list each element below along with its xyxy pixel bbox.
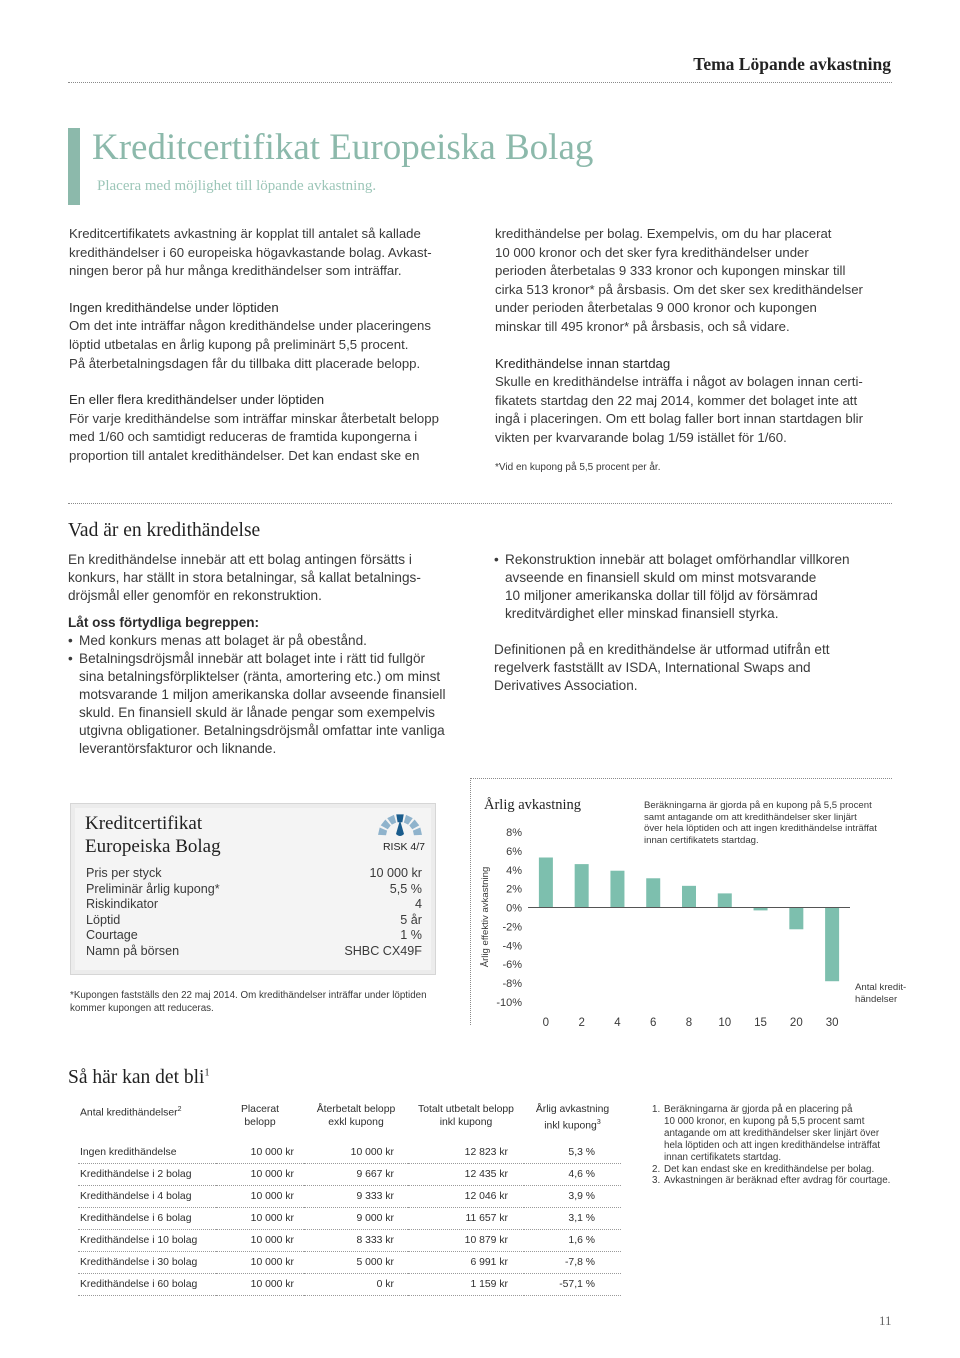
chart-bar bbox=[789, 908, 803, 930]
column-header: Placerat belopp bbox=[240, 1104, 280, 1128]
definition-paragraph: En kredithändelse innebär att ett bolag antingen försätts i konkurs, har ställt in stora betalningar, så kallat betalnings- dröjsmål eller genomför en rekonstruktion. bbox=[68, 552, 421, 603]
chart-bar bbox=[825, 908, 839, 982]
table-header-row bbox=[78, 1104, 621, 1132]
table-notes bbox=[652, 1104, 912, 1187]
intro-column-left bbox=[69, 225, 479, 466]
terms-list bbox=[68, 632, 478, 758]
table-cell: 9 000 kr bbox=[304, 1208, 408, 1230]
chart-bar bbox=[539, 858, 553, 908]
table-cell: Kredithändelse i 4 bolag bbox=[78, 1186, 216, 1208]
y-tick-label: 8% bbox=[506, 827, 522, 839]
table-cell: 5 000 kr bbox=[304, 1252, 408, 1274]
column-header: Antal kredithändelser$^2$ bbox=[80, 1106, 182, 1119]
table-cell: 10 000 kr bbox=[304, 1142, 408, 1164]
table-cell: 9 333 kr bbox=[304, 1186, 408, 1208]
scenario-table bbox=[78, 1104, 621, 1296]
chart-bar bbox=[682, 886, 696, 908]
table-cell: 1 159 kr bbox=[408, 1274, 524, 1296]
table-cell: 10 000 kr bbox=[216, 1230, 304, 1252]
risk-gauge-segment bbox=[378, 828, 387, 836]
table-row bbox=[78, 1164, 621, 1186]
table-cell: Kredithändelse i 6 bolag bbox=[78, 1208, 216, 1230]
risk-gauge-segment bbox=[387, 815, 396, 825]
page-title: Kreditcertifikat Europeiska Bolag bbox=[92, 127, 594, 168]
risk-gauge-icon bbox=[373, 812, 427, 840]
example-paragraph: kredithändelse per bolag. Exempelvis, om du har placerat 10 000 kronor och det sker fyra kredithändelser under perioden återbetalas 9 333 kronor och kupongen minskar till cirka 513 kronor* på årsbasis. Om det sker sex kredithändelser under perioden återbetalas 9 000 kronor och kupongen minskar till 495 kronor* på årsbasis, och så vidare. bbox=[495, 226, 863, 334]
table-note bbox=[652, 1164, 912, 1176]
intro-paragraph: Kreditcertifikatets avkastning är kopplat till antalet så kallade kredithändelser i 60 europeiska högavkastande bolag. Avkast- ningen beror på hur många kredithändelser som inträffar. bbox=[69, 226, 432, 279]
no-credit-event-heading: Ingen kredithändelse under löptiden bbox=[69, 299, 279, 315]
x-tick-label: 15 bbox=[754, 1017, 767, 1029]
fact-row: Riskindikator 4 bbox=[86, 897, 422, 912]
table-note bbox=[652, 1175, 912, 1187]
no-credit-event-paragraph: Om det inte inträffar någon kredithändelse under placeringens löptid utbetalas en årlig kupong på preliminärt 5,5 procent. På återbetalningsdagen får du tillbaka ditt placerade belopp. bbox=[69, 318, 431, 371]
table-cell: 9 667 kr bbox=[304, 1164, 408, 1186]
table-cell: Kredithändelse i 2 bolag bbox=[78, 1164, 216, 1186]
definition-title: Vad är en kredithändelse bbox=[68, 520, 261, 541]
y-tick-label: 4% bbox=[506, 864, 522, 877]
header-divider bbox=[68, 82, 892, 83]
table-cell: 11 657 kr bbox=[408, 1208, 524, 1230]
y-tick-label: 6% bbox=[506, 845, 522, 858]
table-cell: 0 kr bbox=[304, 1274, 408, 1296]
y-tick-label: -2% bbox=[502, 921, 522, 934]
risk-label: RISK 4/7 bbox=[382, 841, 425, 853]
table-cell: 8 333 kr bbox=[304, 1230, 408, 1252]
credit-events-paragraph: För varje kredithändelse som inträffar minskar återbetalt belopp med 1/60 och samtidigt reduceras de framtida kupongerna i proportion till antalet kredithändelser. Det kan endast ske en bbox=[69, 410, 439, 463]
y-tick-label: -4% bbox=[502, 940, 522, 953]
table-cell: 10 000 kr bbox=[216, 1186, 304, 1208]
table-cell: 3,9 % bbox=[524, 1186, 621, 1208]
x-tick-label: 6 bbox=[650, 1017, 657, 1029]
y-axis-label: Årlig effektiv avkastning bbox=[480, 866, 491, 968]
table-cell: Kredithändelse i 60 bolag bbox=[78, 1274, 216, 1296]
table-row bbox=[78, 1274, 621, 1296]
definition-left bbox=[68, 551, 478, 758]
table-cell: 12 435 kr bbox=[408, 1164, 524, 1186]
x-tick-label: 10 bbox=[718, 1017, 732, 1029]
table-cell: 10 879 kr bbox=[408, 1230, 524, 1252]
table-note-line: 10 000 kronor, en kupong på 5,5 procent samt bbox=[664, 1115, 865, 1127]
product-footnote: *Kupongen fastställs den 22 maj 2014. Om kredithändelser inträffar under löptiden kommer kupongen att reduceras. bbox=[70, 990, 427, 1014]
section-header: Tema Löpande avkastning bbox=[693, 54, 891, 74]
x-tick-label: 20 bbox=[789, 1017, 803, 1029]
chart-bar bbox=[575, 864, 589, 907]
table-note-number: 3. bbox=[652, 1175, 661, 1187]
x-tick-label: 4 bbox=[614, 1017, 621, 1029]
fact-row: Pris per styck 10 000 kr bbox=[86, 866, 422, 880]
table-note-number: 2. bbox=[652, 1163, 661, 1175]
y-tick-label: -6% bbox=[502, 959, 522, 972]
table-cell: 10 000 kr bbox=[216, 1274, 304, 1296]
y-tick-label: -8% bbox=[502, 978, 522, 991]
fact-row: Courtage 1 % bbox=[86, 928, 422, 943]
table-cell: -7,8 % bbox=[524, 1252, 621, 1274]
list-item: • Rekonstruktion innebär att bolaget omförhandlar villkoren avseende en finansiell skuld om minst motsvarande 10 miljoner amerikanska dollar till följd av försämrad kreditvärdighet eller minskad finansiell styrka. bbox=[494, 551, 894, 623]
intro-column-right bbox=[495, 225, 895, 474]
column-header: Återbetalt belopp exkl kupong bbox=[316, 1104, 396, 1128]
chart-xlabel: Antal kredit- händelser bbox=[855, 982, 907, 1005]
table-row bbox=[78, 1142, 621, 1164]
list-item: • Betalningsdröjsmål innebär att bolaget inte i rätt tid fullgör sina betalningsförpliktelser (ränta, amortering etc.) om minst motsvarande 1 miljon amerikanska dollar avseende finansiell skuld. En finansiell skuld är lånade pengar som exempelvis utgivna obligationer. Betalningsdröjsmål omfattar inte vanliga leverantörsfakturor och liknande. bbox=[68, 650, 478, 758]
fact-row: Preliminär årlig kupong* 5,5 % bbox=[86, 881, 422, 896]
risk-gauge-segment bbox=[413, 828, 422, 836]
definition-right bbox=[494, 551, 894, 695]
table-cell: 10 000 kr bbox=[216, 1252, 304, 1274]
x-tick-label: 0 bbox=[542, 1017, 550, 1029]
before-start-heading: Kredithändelse innan startdag bbox=[495, 355, 671, 371]
chart-top-divider bbox=[470, 778, 892, 779]
table-row bbox=[78, 1186, 621, 1208]
table-cell: 10 000 kr bbox=[216, 1164, 304, 1186]
list-item: • Med konkurs menas att bolaget är på obestånd. bbox=[68, 632, 478, 650]
table-note-line: innan certifikatets startdag. bbox=[664, 1151, 782, 1163]
table-cell: 3,1 % bbox=[524, 1208, 621, 1230]
chart-bar bbox=[646, 878, 660, 907]
table-title: Så här kan det bli$^1$ bbox=[68, 1067, 210, 1088]
fact-row: Namn på börsen SHBC CX49F bbox=[86, 943, 422, 958]
table-cell: Kredithändelse i 30 bolag bbox=[78, 1252, 216, 1274]
table-cell: 12 046 kr bbox=[408, 1186, 524, 1208]
risk-gauge-segment bbox=[404, 815, 413, 825]
table-row bbox=[78, 1230, 621, 1252]
scenario-table-wrap bbox=[78, 1104, 621, 1296]
table-cell: Kredithändelse i 10 bolag bbox=[78, 1230, 216, 1252]
chart-title: Årlig avkastning bbox=[484, 797, 582, 813]
table-cell: 1,6 % bbox=[524, 1230, 621, 1252]
page-subtitle: Placera med möjlighet till löpande avkastning. bbox=[97, 178, 377, 194]
chart-note: Beräkningarna är gjorda på en kupong på 5,5 procent samt antagande om att kredithändelser sker linjärt över hela löptiden och att ingen kredithändelse inträffat innan certifikatets startdag. bbox=[644, 800, 877, 846]
table-row bbox=[78, 1252, 621, 1274]
product-fact-box bbox=[70, 803, 436, 975]
credit-events-heading: En eller flera kredithändelser under löptiden bbox=[69, 392, 325, 408]
y-tick-label: 0% bbox=[506, 902, 522, 915]
table-note-line: hela löptiden och att ingen kredithändelse inträffat bbox=[664, 1139, 881, 1151]
annual-return-chart bbox=[470, 790, 920, 1050]
table-row bbox=[78, 1208, 621, 1230]
product-title: Kreditcertifikat Europeiska Bolag bbox=[85, 813, 221, 857]
chart-bar bbox=[718, 893, 732, 907]
table-note-line: Det kan endast ske en kredithändelse per bolag. bbox=[664, 1163, 875, 1175]
coupon-footnote: *Vid en kupong på 5,5 procent per år. bbox=[495, 461, 661, 473]
risk-gauge-segment bbox=[409, 820, 419, 830]
before-start-paragraph: Skulle en kredithändelse inträffa i något av bolagen innan certi- fikatets startdag den 22 maj 2014, kommer det bolaget inte att ingå i placeringen. Om ett bolag faller bort innan startdagen blir vikten per kvarvarande bolag 1/59 istället för 1/60. bbox=[495, 374, 864, 445]
table-note-line: Avkastningen är beräknad efter avdrag för courtage. bbox=[664, 1175, 891, 1187]
column-header: Totalt utbetalt belopp inkl kupong bbox=[418, 1104, 514, 1128]
chart-bar bbox=[610, 871, 624, 908]
table-cell: 5,3 % bbox=[524, 1142, 621, 1164]
table-cell: 10 000 kr bbox=[216, 1142, 304, 1164]
risk-gauge-segment bbox=[381, 820, 391, 830]
table-note-line: antagande om att kredithändelser sker linjärt över bbox=[664, 1127, 880, 1139]
risk-indicator bbox=[373, 812, 427, 852]
x-tick-label: 30 bbox=[825, 1017, 839, 1029]
table-cell: Ingen kredithändelse bbox=[78, 1142, 216, 1164]
table-note bbox=[652, 1104, 912, 1164]
table-cell: 12 823 kr bbox=[408, 1142, 524, 1164]
column-header: Årlig avkastning inkl kupong$^3$ bbox=[535, 1104, 610, 1131]
isda-paragraph: Definitionen på en kredithändelse är utformad utifrån ett regelverk fastställt av ISDA, International Swaps and Derivatives Association. bbox=[494, 642, 830, 693]
title-accent-bar bbox=[68, 128, 80, 205]
section-divider bbox=[68, 503, 892, 504]
x-tick-label: 2 bbox=[578, 1017, 585, 1029]
terms-list-continued bbox=[494, 551, 894, 623]
fact-row: Löptid 5 år bbox=[86, 912, 422, 927]
table-note-number: 1. bbox=[652, 1104, 661, 1115]
table-cell: -57,1 % bbox=[524, 1274, 621, 1296]
table-cell: 4,6 % bbox=[524, 1164, 621, 1186]
y-tick-label: -10% bbox=[496, 997, 522, 1009]
y-tick-label: 2% bbox=[506, 883, 522, 896]
table-note-line: Beräkningarna är gjorda på en placering på bbox=[664, 1104, 853, 1115]
terms-heading: Låt oss förtydliga begreppen: bbox=[68, 615, 260, 630]
table-cell: 6 991 kr bbox=[408, 1252, 524, 1274]
product-facts bbox=[86, 866, 422, 960]
x-tick-label: 8 bbox=[685, 1017, 693, 1029]
table-cell: 10 000 kr bbox=[216, 1208, 304, 1230]
page-number: 11 bbox=[879, 1313, 892, 1328]
